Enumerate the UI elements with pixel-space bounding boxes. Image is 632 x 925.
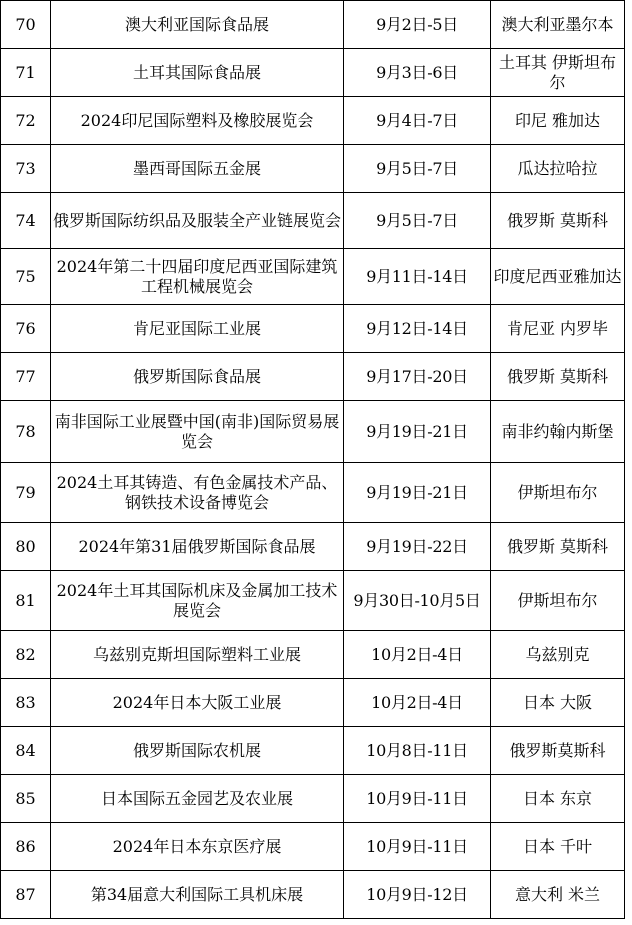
exhibition-date: 10月2日-4日 xyxy=(344,631,491,679)
row-number: 78 xyxy=(1,401,51,463)
row-number: 85 xyxy=(1,775,51,823)
exhibition-location: 澳大利亚墨尔本 xyxy=(491,1,625,49)
row-number: 74 xyxy=(1,193,51,249)
exhibition-date: 9月19日-22日 xyxy=(344,523,491,571)
exhibition-location: 俄罗斯莫斯科 xyxy=(491,727,625,775)
row-number: 71 xyxy=(1,49,51,97)
table-row xyxy=(1,49,625,97)
exhibition-name: 俄罗斯国际食品展 xyxy=(51,353,344,401)
exhibition-name: 2024年日本大阪工业展 xyxy=(51,679,344,727)
exhibition-date: 9月4日-7日 xyxy=(344,97,491,145)
row-number: 72 xyxy=(1,97,51,145)
row-number: 76 xyxy=(1,305,51,353)
exhibition-location: 土耳其 伊斯坦布尔 xyxy=(491,49,625,97)
table-row xyxy=(1,1,625,49)
row-number: 86 xyxy=(1,823,51,871)
exhibition-name: 墨西哥国际五金展 xyxy=(51,145,344,193)
exhibition-location: 南非约翰内斯堡 xyxy=(491,401,625,463)
row-number: 84 xyxy=(1,727,51,775)
exhibition-location: 日本 大阪 xyxy=(491,679,625,727)
exhibition-location: 印度尼西亚雅加达 xyxy=(491,249,625,305)
exhibition-name: 2024印尼国际塑料及橡胶展览会 xyxy=(51,97,344,145)
exhibition-location: 伊斯坦布尔 xyxy=(491,571,625,631)
exhibition-date: 9月30日-10月5日 xyxy=(344,571,491,631)
row-number: 80 xyxy=(1,523,51,571)
table-row xyxy=(1,193,625,249)
exhibition-location: 乌兹别克 xyxy=(491,631,625,679)
table-row xyxy=(1,775,625,823)
exhibition-location: 意大利 米兰 xyxy=(491,871,625,919)
row-number: 79 xyxy=(1,463,51,523)
row-number: 83 xyxy=(1,679,51,727)
table-row xyxy=(1,401,625,463)
exhibition-date: 9月11日-14日 xyxy=(344,249,491,305)
row-number: 73 xyxy=(1,145,51,193)
exhibition-location: 瓜达拉哈拉 xyxy=(491,145,625,193)
table-row xyxy=(1,523,625,571)
table-row xyxy=(1,823,625,871)
table-row xyxy=(1,679,625,727)
exhibition-name: 土耳其国际食品展 xyxy=(51,49,344,97)
exhibition-name: 日本国际五金园艺及农业展 xyxy=(51,775,344,823)
table-row xyxy=(1,353,625,401)
exhibition-date: 9月19日-21日 xyxy=(344,463,491,523)
table-row xyxy=(1,97,625,145)
table-row xyxy=(1,571,625,631)
exhibition-location: 日本 千叶 xyxy=(491,823,625,871)
exhibition-name: 肯尼亚国际工业展 xyxy=(51,305,344,353)
exhibition-date: 9月17日-20日 xyxy=(344,353,491,401)
exhibition-location: 俄罗斯 莫斯科 xyxy=(491,193,625,249)
table-row xyxy=(1,727,625,775)
exhibition-date: 9月5日-7日 xyxy=(344,193,491,249)
exhibition-date: 10月2日-4日 xyxy=(344,679,491,727)
table-row xyxy=(1,871,625,919)
row-number: 70 xyxy=(1,1,51,49)
exhibition-date: 9月5日-7日 xyxy=(344,145,491,193)
exhibition-location: 印尼 雅加达 xyxy=(491,97,625,145)
exhibition-location: 俄罗斯 莫斯科 xyxy=(491,353,625,401)
exhibition-location: 日本 东京 xyxy=(491,775,625,823)
exhibition-date: 10月9日-11日 xyxy=(344,823,491,871)
exhibition-date: 10月9日-12日 xyxy=(344,871,491,919)
exhibition-location: 伊斯坦布尔 xyxy=(491,463,625,523)
exhibition-name: 俄罗斯国际农机展 xyxy=(51,727,344,775)
table-row xyxy=(1,631,625,679)
exhibition-name: 澳大利亚国际食品展 xyxy=(51,1,344,49)
table-row xyxy=(1,249,625,305)
exhibition-name: 2024年日本东京医疗展 xyxy=(51,823,344,871)
exhibition-date: 10月8日-11日 xyxy=(344,727,491,775)
row-number: 82 xyxy=(1,631,51,679)
table-row xyxy=(1,305,625,353)
exhibition-name: 2024年第31届俄罗斯国际食品展 xyxy=(51,523,344,571)
exhibition-date: 9月2日-5日 xyxy=(344,1,491,49)
row-number: 77 xyxy=(1,353,51,401)
exhibition-date: 9月19日-21日 xyxy=(344,401,491,463)
table-row xyxy=(1,463,625,523)
row-number: 87 xyxy=(1,871,51,919)
exhibition-date: 9月12日-14日 xyxy=(344,305,491,353)
table-row xyxy=(1,145,625,193)
exhibition-name: 2024年第二十四届印度尼西亚国际建筑工程机械展览会 xyxy=(51,249,344,305)
exhibition-location: 俄罗斯 莫斯科 xyxy=(491,523,625,571)
row-number: 81 xyxy=(1,571,51,631)
exhibition-name: 乌兹别克斯坦国际塑料工业展 xyxy=(51,631,344,679)
exhibition-date: 9月3日-6日 xyxy=(344,49,491,97)
exhibition-name: 俄罗斯国际纺织品及服装全产业链展览会 xyxy=(51,193,344,249)
exhibition-name: 2024土耳其铸造、有色金属技术产品、钢铁技术设备博览会 xyxy=(51,463,344,523)
row-number: 75 xyxy=(1,249,51,305)
exhibition-name: 2024年土耳其国际机床及金属加工技术展览会 xyxy=(51,571,344,631)
exhibition-location: 肯尼亚 内罗毕 xyxy=(491,305,625,353)
exhibition-table-body xyxy=(1,1,625,919)
exhibition-date: 10月9日-11日 xyxy=(344,775,491,823)
exhibition-name: 第34届意大利国际工具机床展 xyxy=(51,871,344,919)
exhibition-name: 南非国际工业展暨中国(南非)国际贸易展览会 xyxy=(51,401,344,463)
